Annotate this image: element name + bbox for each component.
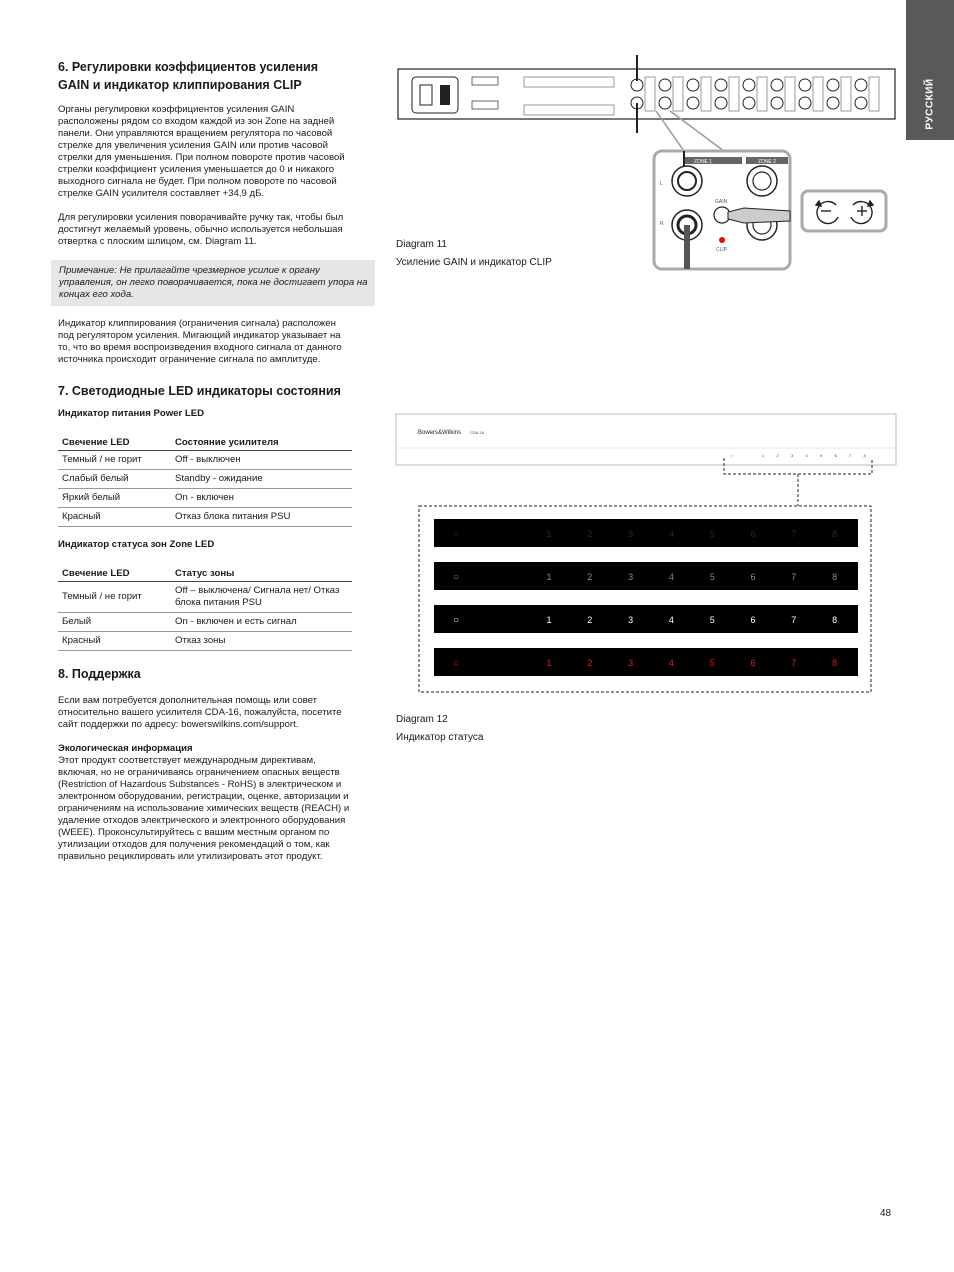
- rear-rca-jack: [799, 97, 811, 109]
- diagram12-illustration: [394, 412, 900, 696]
- zone1-label: ZONE 1: [694, 159, 713, 165]
- zone-led-number: 7: [791, 529, 797, 539]
- table-row: [58, 613, 352, 632]
- note-text: Примечание: Не прилагайте чрезмерное усилие к органу управления, он легко поворачивается, пока не достигает упора на концах его хода.: [59, 265, 368, 300]
- rear-rca-jack: [687, 79, 699, 91]
- zone-led-number: 1: [546, 615, 552, 625]
- zone-led-number: 5: [709, 529, 715, 539]
- table-row: [58, 508, 352, 527]
- rear-rca-jack: [687, 97, 699, 109]
- zone-led-number: 4: [668, 572, 674, 582]
- table-cell: Красный: [58, 632, 171, 651]
- zone-led-number: 4: [668, 529, 674, 539]
- language-tab: [906, 0, 954, 140]
- zone-led-number: 3: [628, 529, 634, 539]
- section6-title: 6. Регулировки коэффициентов усиления GAIN и индикатор клиппирования CLIP: [58, 60, 319, 92]
- eco-title: Экологическая информация: [58, 743, 193, 754]
- zone-led-number: 7: [791, 658, 797, 668]
- section8-title: 8. Поддержка: [58, 667, 141, 681]
- note-box: [51, 260, 375, 306]
- zone-led-number: 5: [709, 658, 715, 668]
- table-cell: Темный / не горит: [58, 582, 171, 613]
- section6-paragraph-3: Индикатор клиппирования (ограничения сигнала) расположен под регулятором усиления. Мигающий индикатор указывает на то, что во время воспроизведения входного сигнала от данного источника происходит ограничение сигнала по амплитуде.: [58, 318, 342, 365]
- rear-rca-jack: [771, 79, 783, 91]
- zone-led-number: 4: [668, 658, 674, 668]
- l-label: L: [660, 181, 663, 187]
- rear-panel: [398, 69, 895, 119]
- table-cell: Темный / не горит: [58, 451, 171, 470]
- zone2-label: ZONE 2: [758, 159, 777, 165]
- diagram12-caption-text: Индикатор статуса: [396, 732, 484, 743]
- front-zone-led: 2: [776, 453, 779, 458]
- zone-led-number: 6: [750, 572, 756, 582]
- section7-title: 7. Светодиодные LED индикаторы состояния: [58, 384, 341, 398]
- table-cell: On - включен и есть сигнал: [171, 613, 352, 632]
- rear-rca-jack: [799, 79, 811, 91]
- power-led-table: [58, 432, 352, 527]
- section6-paragraph-1: Органы регулировки коэффициентов усиления GAIN расположены рядом со входом каждой из зон Zone на задней панели. Они управляются вращением регулятора по часовой стрелке для увеличения усиления GAIN или против часовой стрелки для уменьшения. При полном повороте против часовой стрелки коэффициент усиления уменьшается до 0 и никакого выходного сигнала не будет. При полном повороте по часовой стрелке GAIN усилителя составляет +34,9 дБ.: [58, 104, 345, 199]
- front-zone-led: 7: [849, 453, 852, 458]
- rotation-panel: [802, 191, 886, 231]
- zone-led-number: 6: [750, 658, 756, 668]
- table-cell: Яркий белый: [58, 489, 171, 508]
- table-cell: Белый: [58, 613, 171, 632]
- diagram11-label: Diagram 11: [396, 239, 447, 250]
- clip-label: CLIP: [716, 247, 728, 253]
- zone-led-number: 7: [791, 615, 797, 625]
- power-led-indicator: ○: [452, 615, 460, 626]
- table-header: Статус зоны: [171, 563, 352, 582]
- zone-led-number: 6: [750, 615, 756, 625]
- r-label: R: [660, 221, 664, 227]
- zone-led-number: 2: [587, 529, 593, 539]
- zone-led-number: 1: [546, 572, 552, 582]
- diagram11-caption-text: Усиление GAIN и индикатор CLIP: [396, 257, 552, 268]
- front-zone-led: 1: [762, 453, 765, 458]
- zone-led-number: 2: [587, 572, 593, 582]
- zone-led-number: 3: [628, 658, 634, 668]
- zone-led-number: 8: [832, 615, 838, 625]
- front-zone-led: 5: [820, 453, 823, 458]
- section8-paragraph: Если вам потребуется дополнительная помощь или совет относительно вашего усилителя CDA-16, пожалуйста, посетите сайт поддержки по адресу: bowerswilkins.com/support.: [58, 695, 342, 730]
- table-row: [58, 451, 352, 470]
- table-cell: Off - выключен: [171, 451, 352, 470]
- page-number: 48: [880, 1208, 892, 1219]
- diagram12-caption: [396, 711, 483, 747]
- brand-logo: Bowers&Wilkins: [418, 430, 462, 436]
- section6-paragraph-2: Для регулировки усиления поворачивайте ручку так, чтобы был достигнут желаемый уровень, обычно используется небольшая отвертка с плоским шлицом, см. Diagram 11.: [58, 212, 344, 247]
- front-power-led: ○: [730, 453, 733, 458]
- clip-led: [719, 237, 725, 243]
- table-row: [58, 582, 352, 613]
- zone-led-number: 6: [750, 529, 756, 539]
- model-label: CDA-16: [470, 430, 485, 435]
- language-label: РУССКИЙ: [924, 78, 936, 130]
- zone-led-number: 2: [587, 615, 593, 625]
- table-cell: Слабый белый: [58, 470, 171, 489]
- zone-led-number: 8: [832, 572, 838, 582]
- eco-text: Этот продукт соответствует международным директивам, включая, но не ограничиваясь ограничением опасных веществ (Restriction of Hazardous Substances - RoHS) в электрическом и электронном оборудовании, регистрации, оценке, авторизации и ограничениям на использование химических веществ (REACH) и удаление отходов электрического и электронного оборудования (WEEE). Проконсультируйтесь с вашим местным органом по утилизации отходов для получения рекомендаций о том, как правильно рециклировать или утилизировать этот продукт.: [58, 755, 350, 862]
- table-header-row: [58, 432, 352, 451]
- gain-label: GAIN: [715, 199, 728, 205]
- rear-rca-jack: [743, 97, 755, 109]
- zone-led-title: Индикатор статуса зон Zone LED: [58, 539, 215, 550]
- power-led-indicator: ○: [452, 572, 460, 583]
- zone-led-number: 5: [709, 615, 715, 625]
- zone-led-number: 5: [709, 572, 715, 582]
- rear-rca-jack: [855, 97, 867, 109]
- text-column: [58, 58, 368, 875]
- front-zone-led: 8: [863, 453, 866, 458]
- power-led-title: Индикатор питания Power LED: [58, 408, 205, 419]
- front-zone-led: 3: [791, 453, 794, 458]
- screwdriver: [728, 208, 790, 223]
- diagram12-label: Diagram 12: [396, 714, 448, 725]
- front-zone-led: 6: [834, 453, 837, 458]
- zone-led-number: 3: [628, 615, 634, 625]
- zone-led-number: 7: [791, 572, 797, 582]
- table-header: Свечение LED: [58, 563, 171, 582]
- table-cell: Отказ блока питания PSU: [171, 508, 352, 527]
- rear-rca-jack: [743, 79, 755, 91]
- rear-rca-jack: [659, 97, 671, 109]
- rear-rca-jack: [659, 79, 671, 91]
- rear-rca-jack: [855, 79, 867, 91]
- table-header: Свечение LED: [58, 432, 171, 451]
- table-row: [58, 489, 352, 508]
- zone-led-number: 8: [832, 658, 838, 668]
- rear-rca-jack: [827, 97, 839, 109]
- zone-led-number: 2: [587, 658, 593, 668]
- table-cell: Standby - ожидание: [171, 470, 352, 489]
- table-row: [58, 632, 352, 651]
- zone-led-number: 8: [832, 529, 838, 539]
- table-header-row: [58, 563, 352, 582]
- table-header: Состояние усилителя: [171, 432, 352, 451]
- led-row-on: [434, 605, 858, 633]
- power-led-indicator: ○: [452, 529, 460, 540]
- led-row-fault: [434, 648, 858, 676]
- zone1-header: [684, 157, 742, 164]
- zone-led-table: [58, 563, 352, 651]
- table-cell: Красный: [58, 508, 171, 527]
- zone-led-number: 1: [546, 658, 552, 668]
- zone-led-number: 3: [628, 572, 634, 582]
- front-zone-led: 4: [805, 453, 808, 458]
- diagram11-caption: [396, 236, 552, 272]
- rear-rca-jack: [827, 79, 839, 91]
- led-row-off: [434, 519, 858, 547]
- rear-rca-jack: [715, 79, 727, 91]
- table-row: [58, 470, 352, 489]
- led-row-dim: [434, 562, 858, 590]
- power-inlet: [412, 77, 458, 113]
- rear-rca-jack: [715, 97, 727, 109]
- table-cell: Off – выключена/ Сигнала нет/ Отказ блока питания PSU: [171, 582, 352, 613]
- power-led-indicator: ○: [452, 658, 460, 669]
- zone-led-number: 1: [546, 529, 552, 539]
- rear-rca-jack: [771, 97, 783, 109]
- table-cell: Отказ зоны: [171, 632, 352, 651]
- power-switch: [440, 85, 450, 105]
- zone-led-number: 4: [668, 615, 674, 625]
- table-cell: On - включен: [171, 489, 352, 508]
